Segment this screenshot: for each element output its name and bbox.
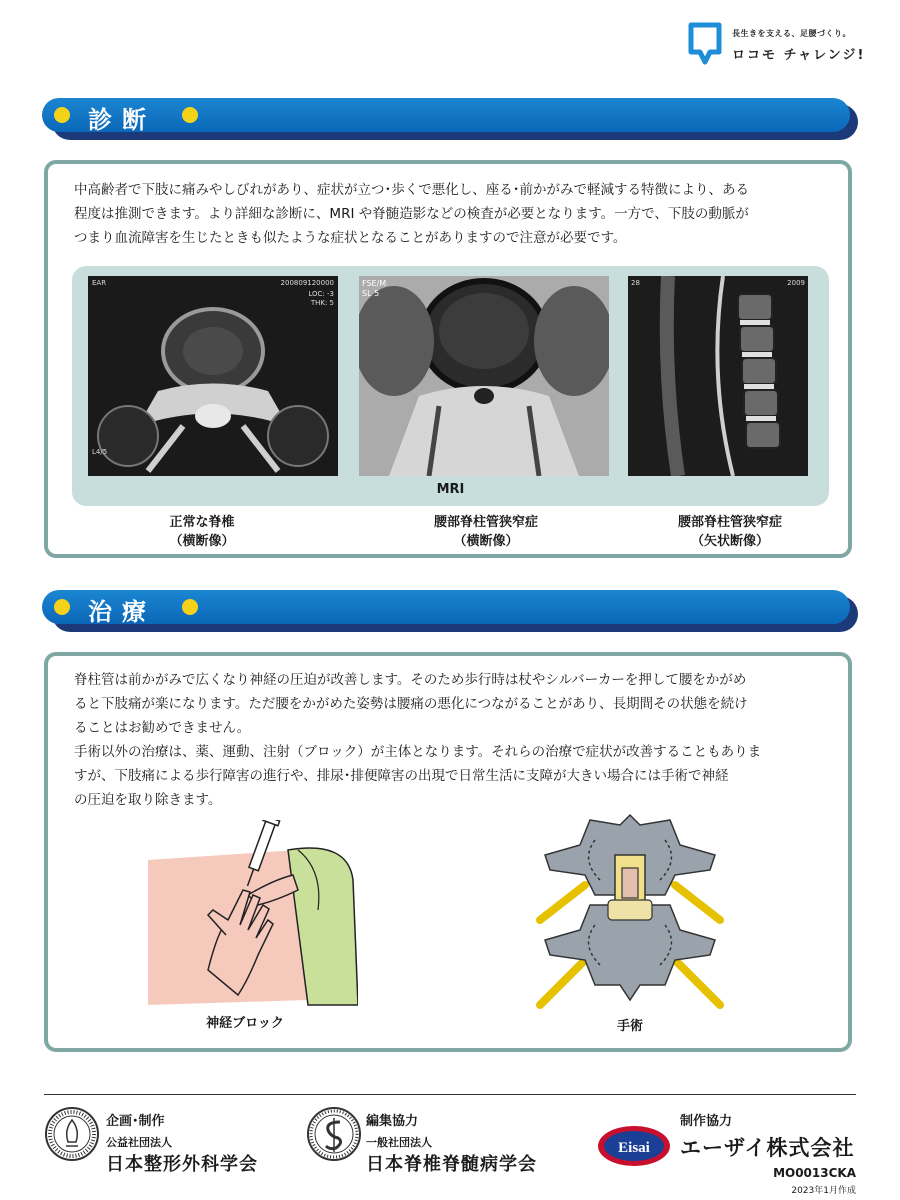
mri-stenosis-sagittal-image (628, 276, 808, 476)
mri-overlay-text: FSE/M (362, 279, 387, 288)
logo-name: ロコモ チャレンジ! (732, 48, 866, 63)
mri-caption-1 (92, 513, 312, 551)
mri-normal-axial-image (88, 276, 338, 476)
diagnosis-title: 診断 (88, 106, 156, 134)
eisai-logo-icon (596, 1124, 672, 1168)
caption-line: 正常な脊椎 (169, 515, 235, 530)
treatment-banner (42, 590, 858, 630)
joa-seal-icon (44, 1106, 100, 1162)
mri-caption-2 (376, 513, 596, 551)
mri-caption-3 (620, 513, 840, 551)
banner-dot-right (182, 599, 198, 615)
nerve-block-illustration (148, 820, 358, 1010)
diagnosis-paragraph (74, 178, 834, 250)
paragraph-line: すが、下肢痛による歩行障害の進行や、排尿･排便障害の出現で日常生活に支障が大きい場合には手術で神経 (74, 768, 729, 784)
paragraph-line: 中高齢者で下肢に痛みやしびれがあり、症状が立つ･歩くで悪化し、座る･前かがみで軽減する特徴により、ある (74, 182, 749, 198)
caption-line: 腰部脊柱管狭窄症 (677, 515, 782, 530)
caption-line: （横断像） (169, 534, 235, 549)
paragraph-line: 手術以外の治療は、薬、運動、注射（ブロック）が主体となります。それらの治療で症状が改善することもありま (74, 744, 762, 760)
footer-col1-head: 企画･制作 (106, 1114, 165, 1129)
paragraph-line: つまり血流障害を生じたときも似たような症状となることがありますので注意が必要です。 (74, 230, 627, 246)
footer-col2-head: 編集協力 (366, 1114, 419, 1129)
document-date: 2023年1月作成 (791, 1186, 856, 1196)
paragraph-line: 脊柱管は前かがみで広くなり神経の圧迫が改善します。そのため歩行時は杖やシルバーカーを押して腰をかがめ (74, 672, 747, 688)
footer-rule (44, 1094, 856, 1095)
mri-stenosis-axial-image (359, 276, 609, 476)
nerve-block-caption: 神経ブロック (206, 1016, 284, 1031)
mri-overlay-text: L4/5 (92, 448, 108, 456)
paragraph-line: ることはお勧めできません。 (74, 720, 251, 736)
mri-label: MRI (436, 482, 465, 497)
paragraph-line: ると下肢痛が楽になります。ただ腰をかがめた姿勢は腰痛の悪化につながることがあり、長期間その状態を続け (74, 696, 748, 712)
mri-overlay-text: 28 (631, 279, 640, 287)
mri-overlay-text: 2009 (787, 279, 805, 287)
mri-overlay-text: LOC: -3 (308, 290, 334, 298)
paragraph-line: 程度は推測できます。より詳細な診断に、MRI や脊髄造影などの検査が必要となります。一方で、下肢の動脈が (74, 206, 749, 222)
mri-overlay-text: THK: 5 (310, 299, 334, 307)
mri-overlay-text: EAR (92, 279, 107, 287)
footer-col2-sub: 一般社団法人 (366, 1136, 432, 1149)
footer-col1-sub: 公益社団法人 (106, 1136, 172, 1149)
treatment-title: 治療 (88, 598, 156, 626)
diagnosis-banner (42, 98, 858, 138)
caption-line: （横断像） (453, 534, 519, 549)
logo-tagline: 長生きを支える、足腰づくり。 (732, 29, 851, 38)
caption-line: （矢状断像） (690, 534, 769, 549)
document-code: MO0013CKA (773, 1166, 856, 1180)
banner-dot-left (54, 599, 70, 615)
footer-col3-head: 制作協力 (680, 1114, 733, 1129)
paragraph-line: の圧迫を取り除きます。 (74, 792, 222, 808)
caption-line: 腰部脊柱管狭窄症 (433, 515, 538, 530)
footer-col2-org: 日本脊椎脊髄病学会 (366, 1154, 537, 1175)
surgery-illustration (530, 810, 730, 1020)
mri-overlay-text: 200809120000 (280, 279, 334, 287)
mri-panel (72, 266, 829, 506)
jssr-seal-icon (306, 1106, 362, 1162)
banner-dot-right (182, 107, 198, 123)
treatment-paragraph (74, 668, 834, 812)
surgery-caption: 手術 (616, 1019, 643, 1034)
footer-col1-org: 日本整形外科学会 (106, 1154, 258, 1175)
banner-dot-left (54, 107, 70, 123)
footer-col3-org: エーザイ株式会社 (680, 1136, 855, 1160)
locomo-logo-icon (688, 22, 722, 66)
mri-overlay-text: SL 5 (362, 289, 380, 298)
eisai-logo-text: Eisai (618, 1140, 650, 1156)
